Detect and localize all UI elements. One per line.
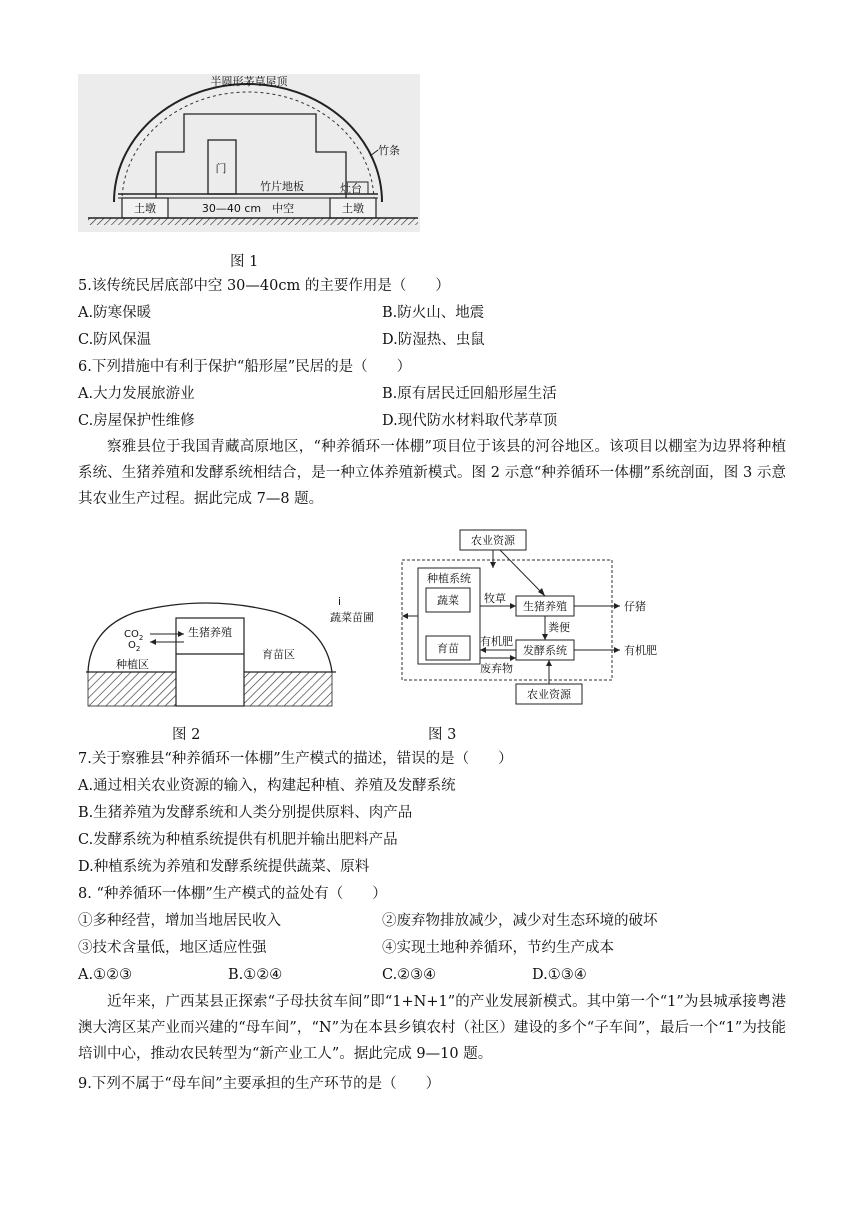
passage-7-8: 察雅县位于我国青藏高原地区，“种养循环一体棚”项目位于该县的河谷地区。该项目以棚室为边界将种植系统、生猪养殖和发酵系统相结合，是一种立体养殖新模式。图 2 示意“种养循环一体棚”系统剖面，图 3 示意其农业生产过程。据此完成 7—8 题。 bbox=[78, 439, 786, 507]
q8-statement-2: ②废弃物排放减少，减少对生态环境的破坏 bbox=[382, 913, 658, 929]
q8-option-d: D.①③④ bbox=[532, 967, 587, 983]
co2-label: $CO_2$ bbox=[124, 629, 144, 642]
floor-label: 竹片地板 bbox=[260, 180, 304, 193]
q8-option-c: C.②③④ bbox=[382, 967, 437, 983]
figure-1-photo bbox=[78, 74, 420, 232]
figure-3-diagram bbox=[330, 526, 700, 710]
vegetable-nursery-label: 蔬菜苗圃 bbox=[330, 611, 374, 624]
piglet-label: 仔猪 bbox=[624, 600, 646, 613]
q6-option-a: A.大力发展旅游业 bbox=[78, 386, 195, 402]
door-label: 门 bbox=[215, 162, 227, 175]
figure-3 bbox=[330, 526, 700, 710]
figure-1-caption: 图 1 bbox=[230, 254, 259, 270]
figure-1-diagram bbox=[78, 74, 420, 232]
question-6-stem: 6.下列措施中有利于保护“船形屋”民居的是（ ） bbox=[78, 359, 412, 375]
agri-resource-bottom: 农业资源 bbox=[527, 688, 571, 701]
organic-fertilizer-in-label: 有机肥 bbox=[480, 635, 513, 648]
q8-option-a: A.①②③ bbox=[78, 967, 133, 983]
roof-label: 半圆形茅草屋顶 bbox=[210, 75, 288, 88]
mound-right-label: 土墩 bbox=[342, 202, 364, 215]
q5-option-d: D.防湿热、虫鼠 bbox=[382, 332, 485, 348]
q7-option-d: D.种植系统为养殖和发酵系统提供蔬菜、原料 bbox=[78, 859, 370, 875]
nursery-zone-label: 育苗区 bbox=[262, 648, 295, 661]
question-8-stem: 8. “种养循环一体棚”生产模式的益处有（ ） bbox=[78, 886, 387, 902]
q6-option-b: B.原有居民迁回船形屋生活 bbox=[382, 386, 557, 402]
passage-9-10: 近年来，广西某县正探索“子母扶贫车间”即“1+N+1”的产业发展新模式。其中第一个“1”为县城承接粤港澳大湾区某产业而兴建的“母车间”，“N”为在本县乡镇农村（社区）建设的多个“子车间”，最后一个“1”为技能培训中心，推动农民转型为“新产业工人”。据此完成 9—10 题。 bbox=[78, 994, 786, 1062]
planting-system-label: 种植系统 bbox=[427, 572, 471, 585]
q5-option-a: A.防寒保暖 bbox=[78, 305, 152, 321]
pig-label: 生猪养殖 bbox=[188, 626, 232, 639]
agri-resource-top: 农业资源 bbox=[471, 534, 515, 547]
q8-statement-3: ③技术含量低，地区适应性强 bbox=[78, 940, 267, 956]
figure-2-caption: 图 2 bbox=[172, 727, 201, 743]
question-7-stem: 7.关于察雅县“种养循环一体棚”生产模式的描述，错误的是（ ） bbox=[78, 751, 513, 767]
ferment-system-label: 发酵系统 bbox=[523, 644, 567, 657]
pig-farm-label: 生猪养殖 bbox=[523, 600, 567, 613]
gap-label: 30—40 cm 中空 bbox=[201, 202, 295, 215]
q6-option-c: C.房屋保护性维修 bbox=[78, 413, 195, 429]
q8-option-b: B.①②④ bbox=[228, 967, 283, 983]
vegetables-label: 蔬菜 bbox=[437, 594, 459, 607]
figure-2 bbox=[86, 598, 336, 710]
question-5-stem: 5.该传统民居底部中空 30—40cm 的主要作用是（ ） bbox=[78, 278, 450, 294]
mound-left-label: 土墩 bbox=[134, 202, 156, 215]
q8-statement-4: ④实现土地种养循环，节约生产成本 bbox=[382, 940, 614, 956]
stove-label: 灶台 bbox=[340, 182, 362, 195]
figure-2-diagram bbox=[86, 598, 336, 710]
q5-option-c: C.防风保温 bbox=[78, 332, 152, 348]
figure-3-caption: 图 3 bbox=[428, 727, 457, 743]
o2-label: $O_2$ bbox=[128, 640, 141, 653]
question-9-stem: 9.下列不属于“母车间”主要承担的生产环节的是（ ） bbox=[78, 1076, 441, 1092]
manure-label: 粪便 bbox=[548, 621, 570, 634]
q6-option-d: D.现代防水材料取代茅草顶 bbox=[382, 413, 558, 429]
q5-option-b: B.防火山、地震 bbox=[382, 305, 485, 321]
waste-label: 废弃物 bbox=[480, 662, 513, 675]
seedling-label: 育苗 bbox=[437, 642, 459, 655]
q7-option-a: A.通过相关农业资源的输入，构建起种植、养殖及发酵系统 bbox=[78, 778, 456, 794]
q7-option-b: B.生猪养殖为发酵系统和人类分别提供原料、肉产品 bbox=[78, 805, 413, 821]
bamboo-label: 竹条 bbox=[378, 144, 400, 157]
q7-option-c: C.发酵系统为种植系统提供有机肥并输出肥料产品 bbox=[78, 832, 398, 848]
organic-fertilizer-out-label: 有机肥 bbox=[624, 644, 657, 657]
forage-label: 牧草 bbox=[484, 592, 506, 605]
figure-3-mark: i bbox=[338, 595, 342, 608]
planting-zone-label: 种植区 bbox=[116, 658, 149, 671]
q8-statement-1: ①多种经营，增加当地居民收入 bbox=[78, 913, 281, 929]
